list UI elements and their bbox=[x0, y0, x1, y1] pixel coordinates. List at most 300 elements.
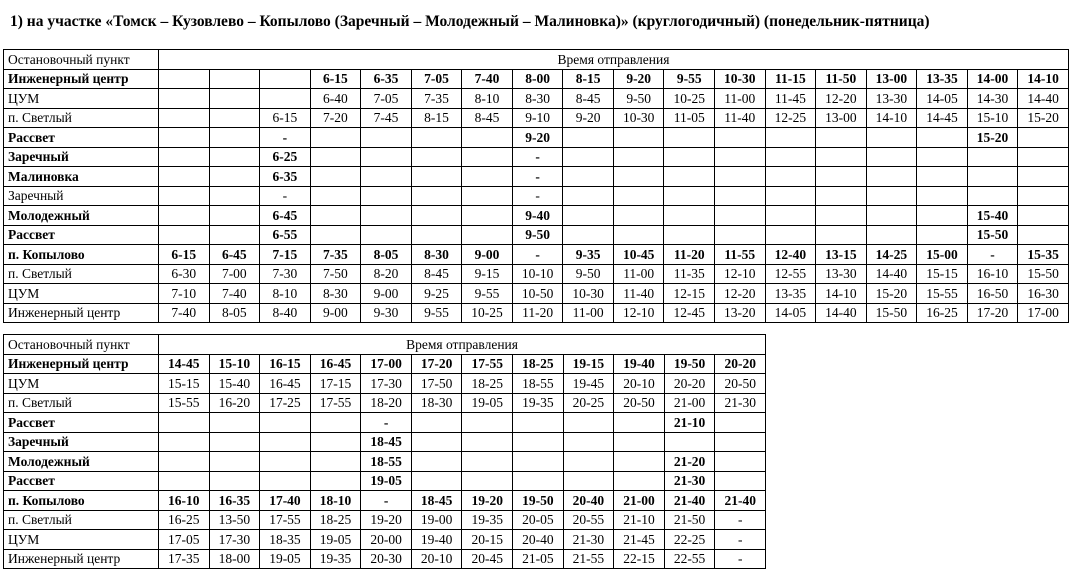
schedule-table-1 bbox=[3, 49, 1069, 323]
time-cell: 17-40 bbox=[260, 491, 311, 511]
time-cell: 9-30 bbox=[361, 303, 412, 323]
time-cell bbox=[715, 413, 766, 433]
time-cell bbox=[361, 167, 412, 187]
time-cell: 17-00 bbox=[1018, 303, 1069, 323]
time-cell bbox=[614, 471, 665, 491]
time-cell bbox=[715, 225, 766, 245]
schedule-table-2 bbox=[3, 334, 766, 569]
time-cell: 21-55 bbox=[563, 549, 614, 569]
time-cell bbox=[411, 452, 462, 472]
table-row bbox=[4, 491, 766, 511]
time-cell: 21-30 bbox=[563, 530, 614, 550]
time-cell: 14-30 bbox=[967, 89, 1018, 109]
time-cell bbox=[310, 225, 361, 245]
time-cell: 14-45 bbox=[917, 108, 968, 128]
stop-name: Рассвет bbox=[4, 413, 159, 433]
table-row bbox=[4, 264, 1069, 284]
time-cell: 20-55 bbox=[563, 510, 614, 530]
time-cell: 15-50 bbox=[866, 303, 917, 323]
time-cell: 12-15 bbox=[664, 284, 715, 304]
time-cell bbox=[866, 167, 917, 187]
time-cell: 18-25 bbox=[462, 374, 513, 394]
time-cell: 14-10 bbox=[816, 284, 867, 304]
time-cell bbox=[664, 147, 715, 167]
time-cell: - bbox=[512, 186, 563, 206]
time-cell bbox=[361, 128, 412, 148]
time-cell: 10-45 bbox=[613, 245, 664, 265]
time-cell: 17-30 bbox=[361, 374, 412, 394]
time-cell bbox=[1018, 128, 1069, 148]
time-cell: 8-05 bbox=[209, 303, 260, 323]
time-cell: 20-20 bbox=[715, 354, 766, 374]
time-cell bbox=[613, 167, 664, 187]
time-cell: 12-20 bbox=[715, 284, 766, 304]
time-cell bbox=[816, 128, 867, 148]
time-cell bbox=[159, 69, 210, 89]
time-cell bbox=[563, 413, 614, 433]
time-cell bbox=[159, 89, 210, 109]
time-cell: 7-35 bbox=[310, 245, 361, 265]
time-cell: 9-20 bbox=[512, 128, 563, 148]
time-cell: 8-45 bbox=[411, 264, 462, 284]
time-cell: 7-05 bbox=[411, 69, 462, 89]
time-cell bbox=[917, 206, 968, 226]
page-title: 1) на участке «Томск – Кузовлево – Копылово (Заречный – Молодежный – Малиновка)» (круглогодичный) (понедельник-пятница) bbox=[10, 13, 930, 30]
stop-name: п. Светлый bbox=[4, 510, 159, 530]
time-cell bbox=[209, 69, 260, 89]
time-cell bbox=[664, 167, 715, 187]
table-row bbox=[4, 89, 1069, 109]
stop-name: ЦУМ bbox=[4, 530, 159, 550]
time-cell bbox=[866, 206, 917, 226]
time-cell: 6-55 bbox=[260, 225, 311, 245]
time-cell: 19-20 bbox=[462, 491, 513, 511]
time-cell bbox=[209, 89, 260, 109]
time-cell bbox=[614, 432, 665, 452]
time-cell bbox=[967, 186, 1018, 206]
time-cell: 16-30 bbox=[1018, 284, 1069, 304]
time-cell: - bbox=[361, 413, 412, 433]
time-cell: 20-05 bbox=[513, 510, 564, 530]
time-cell: 17-25 bbox=[260, 393, 311, 413]
time-cell: 8-30 bbox=[512, 89, 563, 109]
time-cell: 7-35 bbox=[411, 89, 462, 109]
time-cell: 11-00 bbox=[613, 264, 664, 284]
time-cell bbox=[310, 413, 361, 433]
time-cell: 21-40 bbox=[664, 491, 715, 511]
time-cell bbox=[816, 186, 867, 206]
time-cell: 22-25 bbox=[664, 530, 715, 550]
table-row bbox=[4, 452, 766, 472]
time-cell bbox=[513, 471, 564, 491]
time-cell: 21-10 bbox=[664, 413, 715, 433]
time-cell bbox=[563, 128, 614, 148]
time-cell: - bbox=[967, 245, 1018, 265]
time-cell bbox=[209, 108, 260, 128]
time-cell bbox=[765, 128, 816, 148]
time-cell: 18-30 bbox=[411, 393, 462, 413]
time-cell bbox=[613, 225, 664, 245]
time-cell: 12-45 bbox=[664, 303, 715, 323]
time-cell: 17-55 bbox=[260, 510, 311, 530]
time-cell: 9-00 bbox=[310, 303, 361, 323]
time-cell bbox=[310, 432, 361, 452]
time-cell bbox=[310, 186, 361, 206]
time-cell bbox=[613, 186, 664, 206]
time-cell: 9-00 bbox=[462, 245, 513, 265]
time-cell bbox=[159, 225, 210, 245]
table-row bbox=[4, 147, 1069, 167]
time-cell: 10-25 bbox=[462, 303, 513, 323]
time-cell: 20-10 bbox=[614, 374, 665, 394]
time-cell bbox=[816, 225, 867, 245]
time-cell: 15-20 bbox=[866, 284, 917, 304]
time-cell: 22-55 bbox=[664, 549, 715, 569]
time-cell bbox=[260, 452, 311, 472]
time-cell bbox=[209, 471, 260, 491]
time-cell bbox=[613, 128, 664, 148]
time-cell bbox=[563, 432, 614, 452]
time-cell: 6-35 bbox=[361, 69, 412, 89]
time-cell: 7-50 bbox=[310, 264, 361, 284]
time-cell bbox=[1018, 147, 1069, 167]
time-cell bbox=[411, 432, 462, 452]
time-cell: 11-20 bbox=[664, 245, 715, 265]
header-row bbox=[4, 50, 1069, 70]
table-row bbox=[4, 186, 1069, 206]
time-cell bbox=[159, 413, 210, 433]
time-cell bbox=[765, 225, 816, 245]
time-cell: 11-40 bbox=[715, 108, 766, 128]
time-cell: 20-50 bbox=[715, 374, 766, 394]
time-cell: 8-45 bbox=[462, 108, 513, 128]
time-cell bbox=[209, 225, 260, 245]
time-cell: 20-30 bbox=[361, 549, 412, 569]
time-cell: 6-30 bbox=[159, 264, 210, 284]
time-cell bbox=[159, 108, 210, 128]
time-cell: - bbox=[512, 245, 563, 265]
time-cell: 20-15 bbox=[462, 530, 513, 550]
time-cell: 8-30 bbox=[310, 284, 361, 304]
time-cell bbox=[310, 128, 361, 148]
time-cell: 11-55 bbox=[715, 245, 766, 265]
time-cell: 9-35 bbox=[563, 245, 614, 265]
time-cell: 7-00 bbox=[209, 264, 260, 284]
time-cell: 10-30 bbox=[613, 108, 664, 128]
time-cell: 15-50 bbox=[967, 225, 1018, 245]
time-cell: 10-30 bbox=[715, 69, 766, 89]
time-cell: 17-05 bbox=[159, 530, 210, 550]
time-cell bbox=[159, 432, 210, 452]
time-cell: 14-45 bbox=[159, 354, 210, 374]
time-cell bbox=[310, 167, 361, 187]
header-stop: Остановочный пункт bbox=[4, 335, 159, 355]
time-cell bbox=[1018, 186, 1069, 206]
time-cell bbox=[209, 413, 260, 433]
time-cell bbox=[411, 206, 462, 226]
time-cell bbox=[1018, 225, 1069, 245]
time-cell: 8-20 bbox=[361, 264, 412, 284]
time-cell: 15-40 bbox=[209, 374, 260, 394]
time-cell: 8-45 bbox=[563, 89, 614, 109]
time-cell: 9-40 bbox=[512, 206, 563, 226]
time-cell bbox=[765, 147, 816, 167]
time-cell: 19-50 bbox=[664, 354, 715, 374]
time-cell: 6-15 bbox=[260, 108, 311, 128]
time-cell: 16-45 bbox=[260, 374, 311, 394]
stop-name: п. Светлый bbox=[4, 108, 159, 128]
time-cell bbox=[967, 167, 1018, 187]
time-cell: 20-00 bbox=[361, 530, 412, 550]
time-cell: 12-40 bbox=[765, 245, 816, 265]
time-cell bbox=[513, 432, 564, 452]
time-cell: 12-55 bbox=[765, 264, 816, 284]
time-cell: 7-30 bbox=[260, 264, 311, 284]
table-row bbox=[4, 108, 1069, 128]
time-cell: 14-00 bbox=[967, 69, 1018, 89]
time-cell: 16-20 bbox=[209, 393, 260, 413]
time-cell bbox=[310, 471, 361, 491]
time-cell: 14-40 bbox=[816, 303, 867, 323]
time-cell bbox=[715, 186, 766, 206]
time-cell: 14-10 bbox=[866, 108, 917, 128]
time-cell: 17-20 bbox=[967, 303, 1018, 323]
time-cell: - bbox=[361, 491, 412, 511]
time-cell bbox=[614, 413, 665, 433]
time-cell bbox=[614, 452, 665, 472]
time-cell: 8-40 bbox=[260, 303, 311, 323]
time-cell bbox=[159, 471, 210, 491]
time-cell bbox=[816, 206, 867, 226]
table-row bbox=[4, 128, 1069, 148]
time-cell bbox=[715, 206, 766, 226]
table-row bbox=[4, 284, 1069, 304]
time-cell bbox=[209, 452, 260, 472]
time-cell: 15-00 bbox=[917, 245, 968, 265]
time-cell: 6-40 bbox=[310, 89, 361, 109]
time-cell: 15-15 bbox=[159, 374, 210, 394]
time-cell: 17-35 bbox=[159, 549, 210, 569]
time-cell: 13-00 bbox=[866, 69, 917, 89]
time-cell: 18-25 bbox=[513, 354, 564, 374]
time-cell: 20-25 bbox=[563, 393, 614, 413]
time-cell: 19-50 bbox=[513, 491, 564, 511]
time-cell: 6-15 bbox=[310, 69, 361, 89]
table-row bbox=[4, 549, 766, 569]
stop-name: ЦУМ bbox=[4, 374, 159, 394]
header-departure-time: Время отправления bbox=[159, 335, 766, 355]
time-cell bbox=[462, 413, 513, 433]
time-cell: 20-40 bbox=[513, 530, 564, 550]
time-cell bbox=[715, 471, 766, 491]
time-cell: 6-45 bbox=[260, 206, 311, 226]
time-cell bbox=[917, 225, 968, 245]
time-cell bbox=[967, 147, 1018, 167]
time-cell: 12-20 bbox=[816, 89, 867, 109]
time-cell: 10-10 bbox=[512, 264, 563, 284]
time-cell bbox=[159, 452, 210, 472]
time-cell: 7-40 bbox=[159, 303, 210, 323]
time-cell bbox=[159, 128, 210, 148]
time-cell bbox=[917, 147, 968, 167]
time-cell: 9-00 bbox=[361, 284, 412, 304]
time-cell: - bbox=[715, 510, 766, 530]
time-cell: 19-15 bbox=[563, 354, 614, 374]
time-cell: 7-40 bbox=[462, 69, 513, 89]
stop-name: Инженерный центр bbox=[4, 354, 159, 374]
time-cell bbox=[462, 147, 513, 167]
time-cell: 14-40 bbox=[866, 264, 917, 284]
time-cell bbox=[260, 413, 311, 433]
stop-name: Инженерный центр bbox=[4, 69, 159, 89]
time-cell: 16-10 bbox=[159, 491, 210, 511]
time-cell: 13-35 bbox=[917, 69, 968, 89]
time-cell: - bbox=[260, 128, 311, 148]
stop-name: п. Копылово bbox=[4, 491, 159, 511]
time-cell: 19-45 bbox=[563, 374, 614, 394]
time-cell: 8-05 bbox=[361, 245, 412, 265]
table-row bbox=[4, 354, 766, 374]
time-cell: 19-35 bbox=[462, 510, 513, 530]
time-cell: 19-05 bbox=[260, 549, 311, 569]
time-cell: 11-35 bbox=[664, 264, 715, 284]
time-cell: 6-15 bbox=[159, 245, 210, 265]
time-cell bbox=[563, 186, 614, 206]
time-cell: 15-50 bbox=[1018, 264, 1069, 284]
time-cell: 9-15 bbox=[462, 264, 513, 284]
time-cell: 12-25 bbox=[765, 108, 816, 128]
time-cell bbox=[715, 452, 766, 472]
time-cell bbox=[209, 186, 260, 206]
time-cell: 19-00 bbox=[411, 510, 462, 530]
stop-name: п. Светлый bbox=[4, 393, 159, 413]
time-cell bbox=[462, 128, 513, 148]
time-cell: 8-10 bbox=[462, 89, 513, 109]
time-cell: - bbox=[512, 167, 563, 187]
time-cell: 16-25 bbox=[159, 510, 210, 530]
time-cell: 21-45 bbox=[614, 530, 665, 550]
time-cell: 15-20 bbox=[1018, 108, 1069, 128]
time-cell: 17-55 bbox=[310, 393, 361, 413]
time-cell: 9-50 bbox=[563, 264, 614, 284]
stop-name: Заречный bbox=[4, 432, 159, 452]
time-cell: 15-40 bbox=[967, 206, 1018, 226]
time-cell: 13-30 bbox=[866, 89, 917, 109]
time-cell: 18-45 bbox=[411, 491, 462, 511]
time-cell: 13-30 bbox=[816, 264, 867, 284]
time-cell bbox=[159, 206, 210, 226]
time-cell bbox=[361, 147, 412, 167]
time-cell bbox=[411, 413, 462, 433]
time-cell bbox=[563, 206, 614, 226]
time-cell: 13-15 bbox=[816, 245, 867, 265]
time-cell: 8-15 bbox=[411, 108, 462, 128]
time-cell bbox=[613, 206, 664, 226]
time-cell bbox=[715, 167, 766, 187]
table-row bbox=[4, 510, 766, 530]
time-cell: 18-00 bbox=[209, 549, 260, 569]
time-cell: 17-00 bbox=[361, 354, 412, 374]
header-stop: Остановочный пункт bbox=[4, 50, 159, 70]
time-cell bbox=[917, 186, 968, 206]
time-cell: 8-30 bbox=[411, 245, 462, 265]
table-row bbox=[4, 413, 766, 433]
time-cell bbox=[209, 147, 260, 167]
time-cell bbox=[260, 432, 311, 452]
table-row bbox=[4, 206, 1069, 226]
time-cell bbox=[1018, 167, 1069, 187]
time-cell: 9-55 bbox=[411, 303, 462, 323]
time-cell: 13-20 bbox=[715, 303, 766, 323]
table-row bbox=[4, 245, 1069, 265]
time-cell: 15-10 bbox=[967, 108, 1018, 128]
time-cell bbox=[209, 167, 260, 187]
time-cell: 16-45 bbox=[310, 354, 361, 374]
time-cell: 10-25 bbox=[664, 89, 715, 109]
time-cell bbox=[866, 186, 917, 206]
time-cell bbox=[260, 69, 311, 89]
time-cell: 6-35 bbox=[260, 167, 311, 187]
time-cell: 20-40 bbox=[563, 491, 614, 511]
time-cell: - bbox=[715, 530, 766, 550]
time-cell bbox=[462, 471, 513, 491]
time-cell: 17-15 bbox=[310, 374, 361, 394]
stop-name: Рассвет bbox=[4, 128, 159, 148]
time-cell: 17-30 bbox=[209, 530, 260, 550]
time-cell: 7-10 bbox=[159, 284, 210, 304]
time-cell: 19-20 bbox=[361, 510, 412, 530]
stop-name: Заречный bbox=[4, 186, 159, 206]
time-cell: 15-20 bbox=[967, 128, 1018, 148]
time-cell: 14-25 bbox=[866, 245, 917, 265]
time-cell: 21-40 bbox=[715, 491, 766, 511]
table-row bbox=[4, 69, 1069, 89]
time-cell bbox=[816, 147, 867, 167]
time-cell bbox=[664, 225, 715, 245]
time-cell bbox=[664, 206, 715, 226]
stop-name: Малиновка bbox=[4, 167, 159, 187]
time-cell: 8-00 bbox=[512, 69, 563, 89]
time-cell: 10-30 bbox=[563, 284, 614, 304]
stop-name: Молодежный bbox=[4, 452, 159, 472]
time-cell bbox=[765, 167, 816, 187]
time-cell: 9-10 bbox=[512, 108, 563, 128]
time-cell bbox=[715, 128, 766, 148]
time-cell bbox=[765, 206, 816, 226]
time-cell: 22-15 bbox=[614, 549, 665, 569]
time-cell: 7-40 bbox=[209, 284, 260, 304]
time-cell: 18-55 bbox=[361, 452, 412, 472]
time-cell: 14-40 bbox=[1018, 89, 1069, 109]
time-cell: 11-50 bbox=[816, 69, 867, 89]
time-cell bbox=[361, 186, 412, 206]
time-cell: 19-40 bbox=[614, 354, 665, 374]
time-cell: 7-45 bbox=[361, 108, 412, 128]
table-row bbox=[4, 374, 766, 394]
header-row bbox=[4, 335, 766, 355]
time-cell bbox=[866, 225, 917, 245]
time-cell bbox=[310, 147, 361, 167]
stop-name: Рассвет bbox=[4, 471, 159, 491]
time-cell bbox=[411, 147, 462, 167]
time-cell: 12-10 bbox=[715, 264, 766, 284]
table-row bbox=[4, 471, 766, 491]
time-cell: 21-05 bbox=[513, 549, 564, 569]
time-cell: 18-55 bbox=[513, 374, 564, 394]
time-cell bbox=[462, 167, 513, 187]
time-cell bbox=[563, 452, 614, 472]
time-cell: 19-05 bbox=[361, 471, 412, 491]
